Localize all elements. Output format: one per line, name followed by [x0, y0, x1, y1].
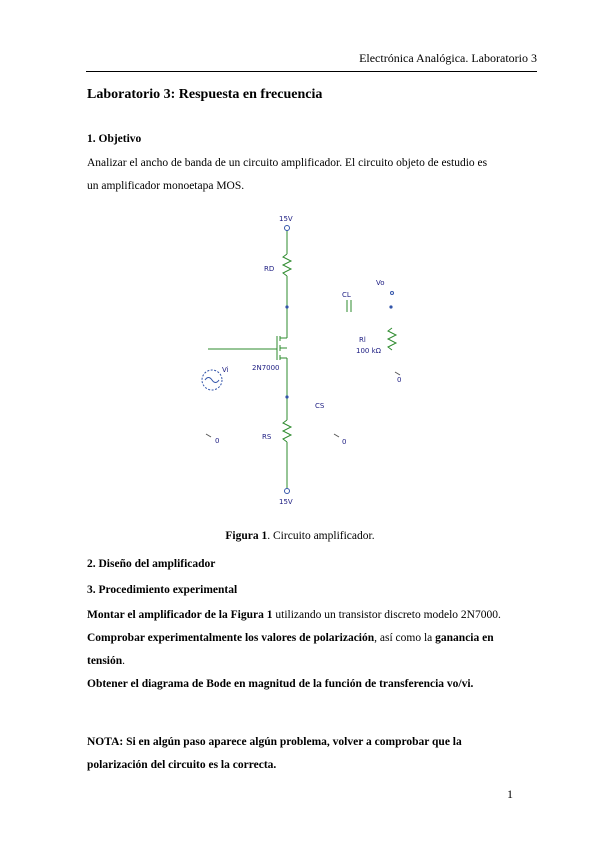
procedure-p2-text: , así como la	[374, 632, 436, 644]
ground-label-1: 0	[215, 437, 220, 445]
figure-caption-label: Figura 1	[225, 530, 268, 542]
ground-label-2: 0	[342, 438, 347, 446]
procedure-p2-bold: Comprobar experimentalmente los valores de polarización	[87, 632, 375, 644]
rl-label: Rl	[359, 336, 366, 344]
running-header: Electrónica Analógica. Laboratorio 3	[359, 51, 537, 65]
section-heading-procedimiento: 3. Procedimiento experimental	[87, 584, 238, 596]
transistor-label: 2N7000	[252, 364, 280, 372]
rd-label: RD	[264, 265, 275, 273]
ground-label-3: 0	[397, 376, 402, 384]
vdd-label: 15V	[279, 215, 293, 223]
page-number: 1	[507, 787, 513, 801]
procedure-p1-figref: Figura 1	[230, 609, 273, 621]
vo-label: Vo	[376, 279, 385, 287]
cl-label: CL	[342, 291, 351, 299]
document-title: Laboratorio 3: Respuesta en frecuencia	[87, 87, 323, 102]
rl-value-label: 100 kΩ	[356, 347, 381, 355]
procedure-p1-bold: Montar el amplificador de la	[87, 609, 231, 621]
header-rule	[86, 71, 537, 72]
procedure-p2-bold3: tensión	[87, 655, 123, 667]
vss-label: 15V	[279, 498, 293, 506]
section-heading-objetivo: 1. Objetivo	[87, 133, 142, 145]
cs-label: CS	[315, 402, 325, 410]
note-line-1: NOTA: Si en algún paso aparece algún problema, volver a comprobar que la	[87, 736, 462, 748]
rs-label: RS	[262, 433, 272, 441]
procedure-p1-text: utilizando un transistor discreto modelo 2N7000.	[272, 609, 501, 621]
procedure-paragraph	[87, 604, 519, 696]
procedure-p2-end: .	[122, 655, 126, 667]
note-paragraph	[87, 731, 519, 777]
figure-caption	[0, 530, 600, 542]
objective-line-2: un amplificador monoetapa MOS.	[87, 180, 245, 192]
vi-label: Vi	[222, 366, 229, 374]
figure-caption-text: . Circuito amplificador.	[267, 530, 375, 542]
objective-paragraph	[87, 152, 519, 198]
note-line-2: polarización del circuito es la correcta.	[87, 759, 277, 771]
section-heading-diseno: 2. Diseño del amplificador	[87, 558, 216, 570]
procedure-p2-bold2: ganancia en	[435, 632, 494, 644]
objective-line-1: Analizar el ancho de banda de un circuito amplificador. El circuito objeto de estudio es	[87, 157, 488, 169]
procedure-p3: Obtener el diagrama de Bode en magnitud de la función de transferencia vo/vi.	[87, 678, 474, 690]
amplifier-circuit-figure	[190, 208, 420, 513]
